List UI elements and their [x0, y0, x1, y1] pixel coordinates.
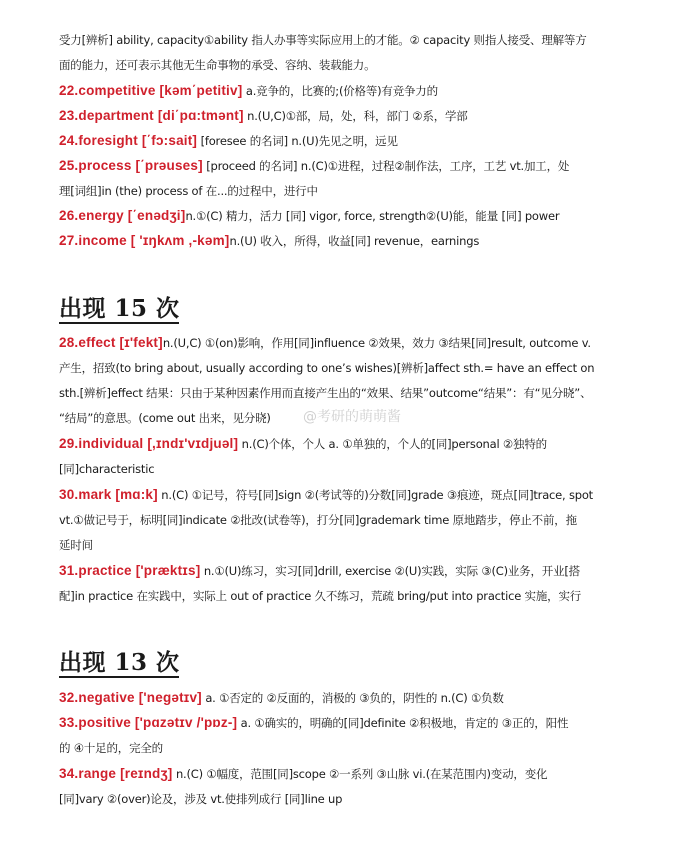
vocab-entry-26	[59, 203, 644, 229]
definition: n.(U,C) ①(on)影响，作用[同]influence ②效果，效力 ③结果[同]result, outcome v.	[162, 336, 591, 350]
definition: sth.[辨析]effect 结果：只由于某种因素作用而直接产生出的“效果、结果”outcome“结果”：有“见分晓”、	[59, 386, 592, 400]
intro-paragraph	[59, 28, 639, 78]
definition: “结局”的意思。(come out 出来，见分晓)	[59, 411, 271, 425]
section-underline	[59, 676, 179, 678]
intro-line: 受力[辨析] ability, capacity①ability 指人办事等实际应用上的才能。② capacity 则指人接受、理解等方	[59, 33, 587, 47]
vocab-entry-29	[59, 431, 644, 482]
intro-line: 面的能力，还可表示其他无生命事物的承受、容纳、装载能力。	[59, 58, 376, 72]
vocab-entry-32	[59, 685, 644, 711]
watermark: @考研的萌萌酱	[303, 409, 401, 425]
vocab-entry-24	[59, 128, 644, 154]
definition: [foresee 的名词] n.(U)先见之明，远见	[197, 134, 398, 148]
vocab-entry-22	[59, 78, 644, 104]
headword: 34.range [reɪndʒ]	[59, 766, 173, 781]
headword: 27.income [ 'ɪŋkʌm ,-kəm]	[59, 233, 230, 248]
definition: n.(C) ①幅度，范围[同]scope ②一系列 ③山脉 vi.(在某范围内)变动，变化	[172, 767, 548, 781]
definition: [同]characteristic	[59, 462, 155, 476]
definition: a.竞争的，比赛的;(价格等)有竞争力的	[242, 84, 438, 98]
definition: 产生，招致(to bring about, usually according to one’s wishes)[辨析]affect sth.= have an effect on	[59, 361, 595, 375]
section-heading-13: 出现 13 次	[59, 649, 180, 676]
vocab-entry-30	[59, 482, 644, 558]
headword: 23.department [di΄pɑ:tmənt]	[59, 108, 244, 123]
definition: a. ①否定的 ②反面的，消极的 ③负的，阴性的 n.(C) ①负数	[201, 691, 504, 705]
definition: n.(U) 收入，所得，收益[同] revenue，earnings	[229, 234, 480, 248]
definition: 的 ④十足的，完全的	[59, 741, 163, 755]
headword: 30.mark [mɑ:k]	[59, 487, 158, 502]
definition: 理[词组]in (the) process of 在...的过程中，进行中	[59, 184, 318, 198]
definition: n.①(U)练习，实习[同]drill, exercise ②(U)实践，实际 ③(C)业务，开业[搭	[200, 564, 580, 578]
definition: [proceed 的名词] n.(C)①进程，过程②制作法，工序，工艺 vt.加工，处	[202, 159, 570, 173]
headword: 22.competitive [kəm΄petitiv]	[59, 83, 243, 98]
headword: 24.foresight [΄fɔ:sait]	[59, 133, 198, 148]
definition: 配]in practice 在实践中，实际上 out of practice 久不练习，荒疏 bring/put into practice 实施，实行	[59, 589, 582, 603]
definition: vt.①做记号于，标明[同]indicate ②批改(试卷等)，打分[同]grademark time 原地踏步，停止不前，拖	[59, 513, 577, 527]
vocab-entry-33	[59, 710, 644, 761]
headword: 26.energy [΄enədʒi]	[59, 208, 186, 223]
section-heading-15: 出现 15 次	[59, 295, 180, 322]
headword: 32.negative ['negətɪv]	[59, 690, 202, 705]
headword: 28.effect [ɪ'fekt]	[59, 335, 163, 350]
definition: [同]vary ②(over)论及，涉及 vt.使排列成行 [同]line up	[59, 792, 343, 806]
vocab-entry-31	[59, 558, 644, 609]
vocab-entry-25	[59, 153, 644, 204]
definition: a. ①确实的，明确的[同]definite ②积极地，肯定的 ③正的，阳性	[237, 716, 569, 730]
headword: 33.positive ['pɑzətɪv /'pɒz-]	[59, 715, 238, 730]
vocab-entry-34	[59, 761, 644, 812]
vocab-entry-23	[59, 103, 644, 129]
headword: 25.process [΄prəuses]	[59, 158, 203, 173]
definition: n.(U,C)①部，局，处，科，部门 ②系，学部	[243, 109, 468, 123]
section-underline	[59, 322, 179, 324]
headword: 31.practice ['præktɪs]	[59, 563, 201, 578]
vocab-entry-27	[59, 228, 644, 254]
headword: 29.individual [,ɪndɪ'vɪdjuəl]	[59, 436, 239, 451]
definition: n.①(C) 精力，活力 [同] vigor, force, strength②(U)能，能量 [同] power	[185, 209, 560, 223]
definition: 延时间	[59, 538, 93, 552]
definition: n.(C)个体，个人 a. ①单独的，个人的[同]personal ②独特的	[238, 437, 547, 451]
definition: n.(C) ①记号，符号[同]sign ②(考试等的)分数[同]grade ③痕迹，斑点[同]trace, spot	[157, 488, 593, 502]
